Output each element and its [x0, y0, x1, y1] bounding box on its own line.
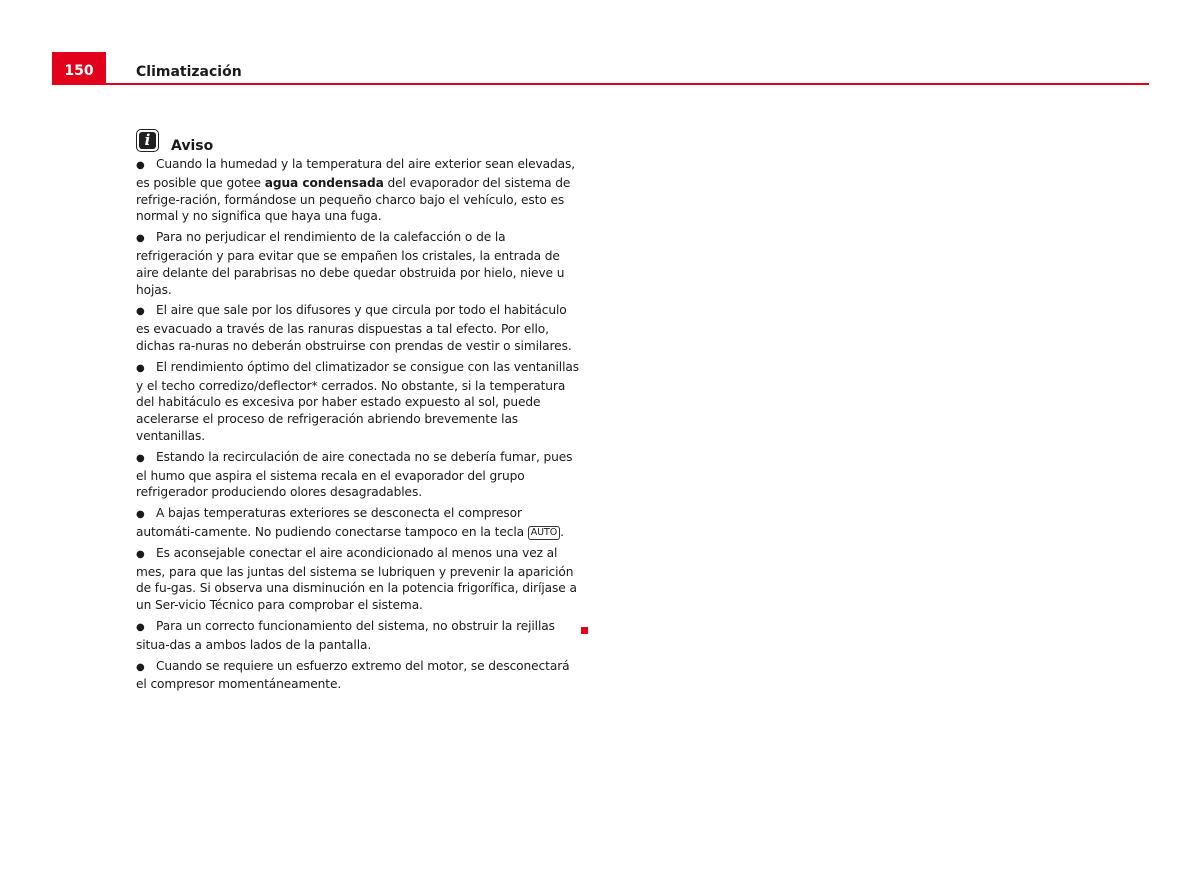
note-item: [136, 545, 581, 614]
page-number: 150: [64, 63, 94, 79]
auto-key-label: AUTO: [528, 526, 560, 540]
note-item: [136, 505, 581, 541]
note-item-text: Para un correcto funcionamiento del sistema, no obstruir la rejillas situa-das a ambos lados de la pantalla.: [136, 618, 555, 652]
bullet-icon: ●: [136, 548, 145, 560]
header-rule: [52, 83, 1149, 85]
note-item-bold: agua condensada: [264, 175, 384, 190]
note-item: [136, 302, 581, 354]
bullet-icon: ●: [136, 452, 145, 464]
note-item-text: Cuando la humedad y la temperatura del aire exterior sean elevadas, es posible que gotee: [136, 157, 576, 190]
note-item: [136, 359, 581, 445]
note-item: [136, 229, 581, 298]
note-item-text: .: [560, 524, 564, 539]
note-item-text: del evaporador del sistema de refrige-ración, formándose un pequeño charco bajo el vehículo, esto es normal y no significa que haya una fuga.: [136, 175, 571, 224]
section-title: Climatización: [136, 64, 242, 80]
note-item-text: Cuando se requiere un esfuerzo extremo del motor, se desconectará el compresor momentáneamente.: [136, 658, 570, 692]
note-item-text: Para no perjudicar el rendimiento de la calefacción o de la refrigeración y para evitar que se empañen los cristales, la entrada de aire delante del parabrisas no debe quedar obstruida por hielo, nieve u hojas.: [136, 230, 565, 297]
note-item: [136, 618, 581, 654]
bullet-icon: ●: [136, 233, 145, 245]
note-item: [136, 658, 581, 694]
end-of-section-mark: [581, 627, 588, 634]
bullet-icon: ●: [136, 661, 145, 673]
bullet-icon: ●: [136, 362, 145, 374]
note-item-text: A bajas temperaturas exteriores se desconecta el compresor automáti-camente. No pudiendo conectarse tampoco en la tecla: [136, 506, 528, 539]
note-item-text: El rendimiento óptimo del climatizador se consigue con las ventanillas y el techo corredizo/deflector* cerrados. No obstante, si la temperatura del habitáculo es excesiva por haber estado expuesto al sol, puede acelerarse el proceso de refrigeración abriendo brevemente las ventanillas.: [136, 359, 580, 443]
note-item: [136, 449, 581, 501]
bullet-icon: ●: [136, 306, 145, 318]
note-item-text: Estando la recirculación de aire conectada no se debería fumar, pues el humo que aspira el sistema recala en el evaporador del grupo refrigerador produciendo olores desagradables.: [136, 449, 573, 500]
bullet-icon: ●: [136, 621, 145, 633]
note-header: [136, 124, 581, 152]
note-item: [136, 156, 581, 225]
bullet-icon: ●: [136, 160, 145, 171]
info-icon: i: [136, 129, 159, 152]
note-title: Aviso: [171, 138, 214, 154]
note-item-text: Es aconsejable conectar el aire acondicionado al menos una vez al mes, para que las juntas del sistema se lubriquen y prevenir la aparición de fu-gas. Si observa una disminución en la potencia frigorífica, diríjase a un Ser-vicio Técnico para comprobar el sistema.: [136, 545, 577, 613]
note-box: [136, 124, 581, 697]
bullet-icon: ●: [136, 509, 145, 521]
note-item-text: El aire que sale por los difusores y que circula por todo el habitáculo es evacuado a través de las ranuras dispuestas a tal efecto. Por ello, dichas ra-nuras no deberán obstruirse con prendas de vestir o similares.: [136, 303, 572, 353]
